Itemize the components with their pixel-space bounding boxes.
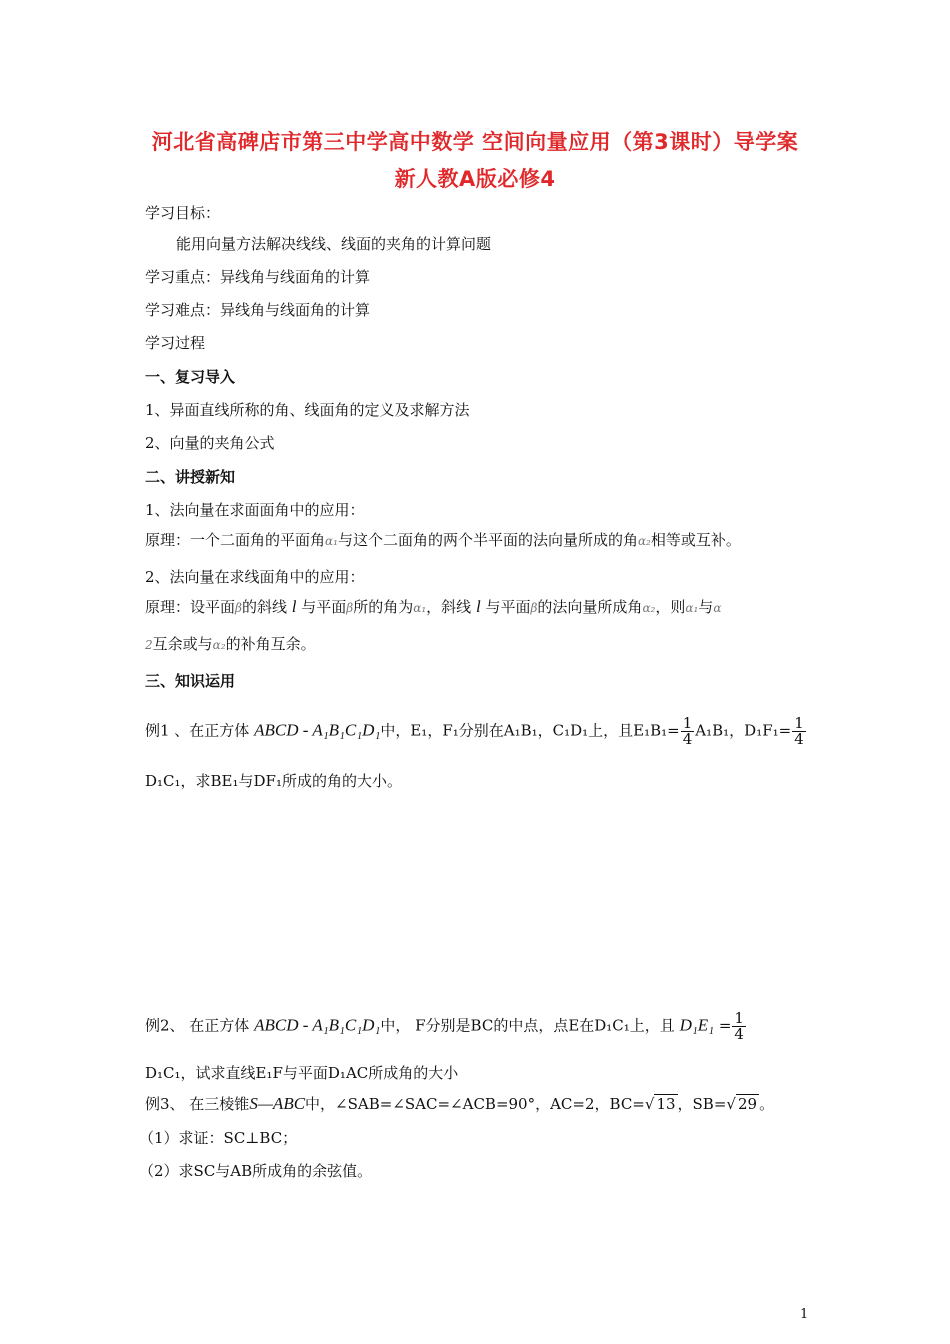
difficulty: 学习难点：异线角与线面角的计算 xyxy=(145,301,371,319)
principle1: 原理：一个二面角的平面角α₁与这个二面角的两个半平面的法向量所成的角α₂相等或互补。 xyxy=(145,531,741,549)
goals-label: 学习目标： xyxy=(145,204,221,222)
example1-line1: 例1 、在正方体 ABCD - A₁B₁C₁D₁中，E₁，F₁分别在A₁B₁，C₁D₁上，且E₁B₁= $\frac{1}{4}$ A₁B₁，D₁F₁= $\frac{1}{4}$ xyxy=(145,714,804,748)
sqrt-13: √ 13 xyxy=(644,1095,676,1113)
principle2-line2: 2互余或与α₂的补角互余。 xyxy=(145,635,316,653)
fraction-one-quarter: $\frac{1}{4}$ xyxy=(794,714,804,748)
document-title-line1: 河北省高碑店市第三中学高中数学 空间向量应用（第3课时）导学案 xyxy=(151,130,799,154)
fraction-one-quarter: $\frac{1}{4}$ xyxy=(682,714,693,748)
example2-line2: D₁C₁，试求直线E₁F与平面D₁AC所成角的大小 xyxy=(145,1064,459,1082)
page-number: 1 xyxy=(800,1307,809,1322)
fraction-one-quarter: $\frac{1}{4}$ xyxy=(734,1009,744,1043)
sqrt-29: √ 29 xyxy=(726,1095,758,1113)
section2-heading: 二、讲授新知 xyxy=(145,468,236,486)
example3-question2: （2）求SC与AB所成角的余弦值。 xyxy=(139,1162,373,1180)
section2-item1: 1、法向量在求面面角中的应用： xyxy=(145,501,365,519)
key-point: 学习重点：异线角与线面角的计算 xyxy=(145,268,371,286)
section3-heading: 三、知识运用 xyxy=(145,672,236,690)
section1-heading: 一、复习导入 xyxy=(145,368,236,386)
example3-question1: （1）求证：SC⊥BC； xyxy=(139,1129,298,1147)
section2-item2: 2、法向量在求线面角中的应用： xyxy=(145,568,365,586)
example3-line1: 例3、 在三棱锥S—ABC中，∠SAB=∠SAC=∠ACB=90°，AC=2，BC=√ 13 ，SB=√ 29 。 xyxy=(145,1094,775,1113)
process-heading: 学习过程 xyxy=(145,334,206,352)
section1-item1: 1、异面直线所称的角、线面角的定义及求解方法 xyxy=(145,401,470,419)
goals-text: 能用向量方法解决线线、线面的夹角的计算问题 xyxy=(176,235,492,253)
example2-line1: 例2、 在正方体 ABCD - A₁B₁C₁D₁中， F分别是BC的中点，点E在D₁C₁上，且 D₁E₁ = $\frac{1}{4}$ xyxy=(145,1009,744,1043)
document-title-line2: 新人教A版必修4 xyxy=(394,167,556,191)
example1-line2: D₁C₁，求BE₁与DF₁所成的角的大小。 xyxy=(145,772,402,790)
principle2-line1: 原理：设平面β的斜线 l 与平面β所的角为α₁，斜线 l 与平面β的法向量所成角α₂，则α₁与α xyxy=(145,597,722,616)
section1-item2: 2、向量的夹角公式 xyxy=(145,434,275,452)
